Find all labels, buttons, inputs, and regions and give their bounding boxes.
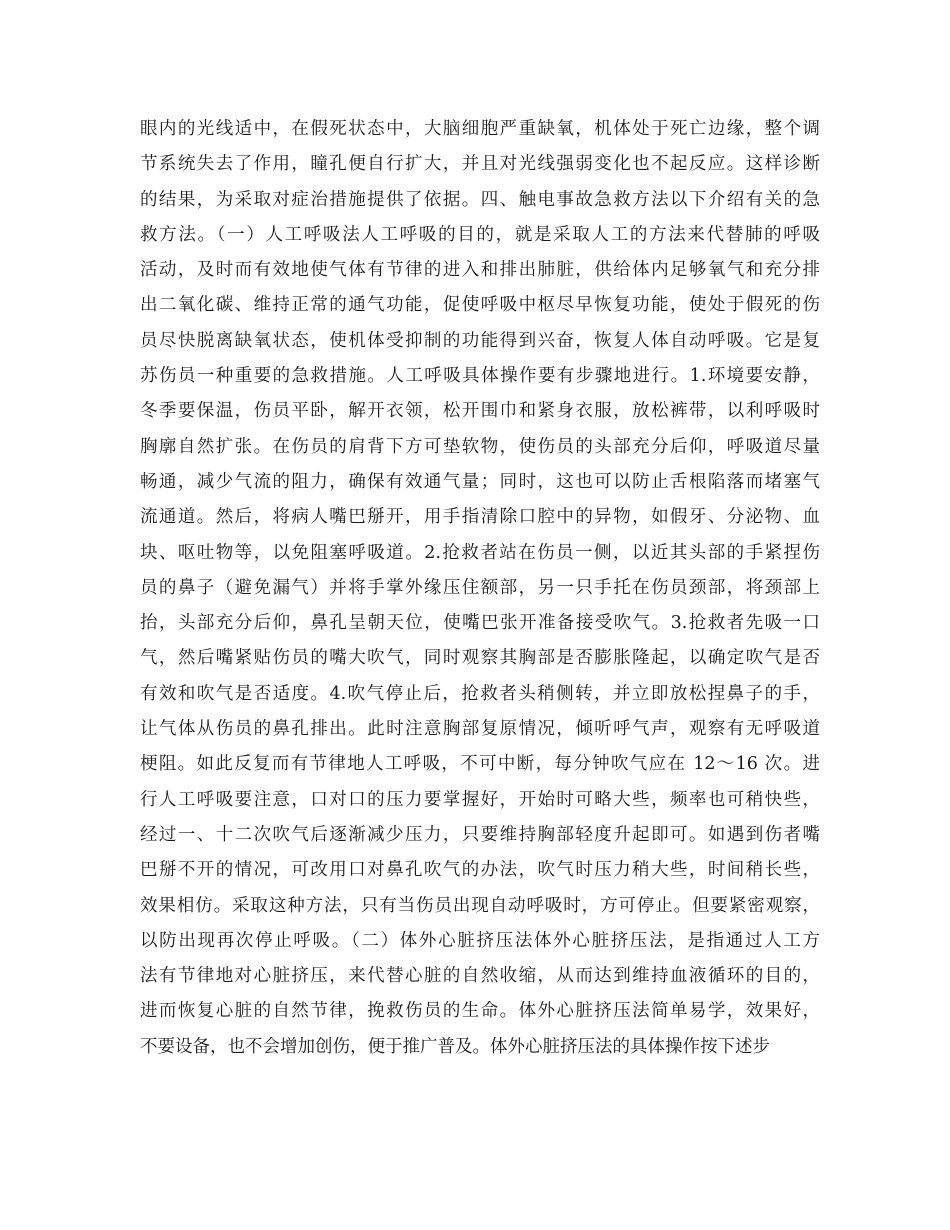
- text-line: 不要设备，也不会增加创伤，便于推广普及。体外心脏挤压法的具体操作按下述步: [140, 1036, 770, 1057]
- text-line: 让气体从伤员的鼻孔排出。此时注意胸部复原情况，倾听呼气声，观察有无呼吸道: [140, 719, 820, 740]
- text-line: 节系统失去了作用，瞳孔便自行扩大，并且对光线强弱变化也不起反应。这样诊断: [140, 154, 820, 175]
- text-line: 气，然后嘴紧贴伤员的嘴大吹气，同时观察其胸部是否膨胀隆起，以确定吹气是否: [140, 648, 820, 669]
- text-line: 有效和吹气是否适度。4.吹气停止后，抢救者头稍侧转，并立即放松捏鼻子的手，: [140, 683, 820, 704]
- body-text: [140, 112, 820, 1065]
- text-line: 员尽快脱离缺氧状态，使机体受抑制的功能得到兴奋，恢复人体自动呼吸。它是复: [140, 330, 820, 351]
- text-line: 畅通，减少气流的阻力，确保有效通气量；同时，这也可以防止舌根陷落而堵塞气: [140, 471, 820, 492]
- text-line: 抬，头部充分后仰，鼻孔呈朝天位，使嘴巴张开准备接受吹气。3.抢救者先吸一口: [140, 613, 820, 634]
- text-line: 的结果，为采取对症治措施提供了依据。四、触电事故急救方法以下介绍有关的急: [140, 189, 820, 210]
- text-line: 巴掰不开的情况，可改用口对鼻孔吹气的办法，吹气时压力稍大些，时间稍长些，: [140, 860, 820, 881]
- text-line: 流通道。然后，将病人嘴巴掰开，用手指清除口腔中的异物，如假牙、分泌物、血: [140, 507, 820, 528]
- text-line: 行人工呼吸要注意，口对口的压力要掌握好，开始时可略大些，频率也可稍快些，: [140, 789, 820, 810]
- text-line: 出二氧化碳、维持正常的通气功能，促使呼吸中枢尽早恢复功能，使处于假死的伤: [140, 295, 820, 316]
- text-line: 块、呕吐物等，以免阻塞呼吸道。2.抢救者站在伤员一侧，以近其头部的手紧捏伤: [140, 542, 820, 563]
- text-line: 救方法。（一）人工呼吸法人工呼吸的目的，就是采取人工的方法来代替肺的呼吸: [140, 224, 820, 245]
- text-line: 以防出现再次停止呼吸。（二）体外心脏挤压法体外心脏挤压法，是指通过人工方: [140, 930, 820, 951]
- text-line: 眼内的光线适中，在假死状态中，大脑细胞严重缺氧，机体处于死亡边缘，整个调: [140, 119, 820, 139]
- text-line: 冬季要保温，伤员平卧，解开衣领，松开围巾和紧身衣服，放松裤带，以利呼吸时: [140, 401, 820, 422]
- text-line: 进而恢复心脏的自然节律，挽救伤员的生命。体外心脏挤压法简单易学，效果好，: [140, 1001, 820, 1022]
- text-line: 活动，及时而有效地使气体有节律的进入和排出肺脏，供给体内足够氧气和充分排: [140, 260, 820, 281]
- text-line: 苏伤员一种重要的急救措施。人工呼吸具体操作要有步骤地进行。1.环境要安静，: [140, 366, 820, 387]
- text-line: 经过一、十二次吹气后逐渐减少压力，只要维持胸部轻度升起即可。如遇到伤者嘴: [140, 824, 820, 845]
- text-line: 员的鼻子（避免漏气）并将手掌外缘压住额部，另一只手托在伤员颈部，将颈部上: [140, 577, 820, 598]
- text-line: 胸廓自然扩张。在伤员的肩背下方可垫软物，使伤员的头部充分后仰，呼吸道尽量: [140, 436, 820, 457]
- text-line: 效果相仿。采取这种方法，只有当伤员出现自动呼吸时，方可停止。但要紧密观察，: [140, 895, 820, 916]
- text-line: 梗阻。如此反复而有节律地人工呼吸，不可中断，每分钟吹气应在 12～16 次。进: [140, 754, 820, 775]
- text-line: 法有节律地对心脏挤压，来代替心脏的自然收缩，从而达到维持血液循环的目的，: [140, 966, 820, 987]
